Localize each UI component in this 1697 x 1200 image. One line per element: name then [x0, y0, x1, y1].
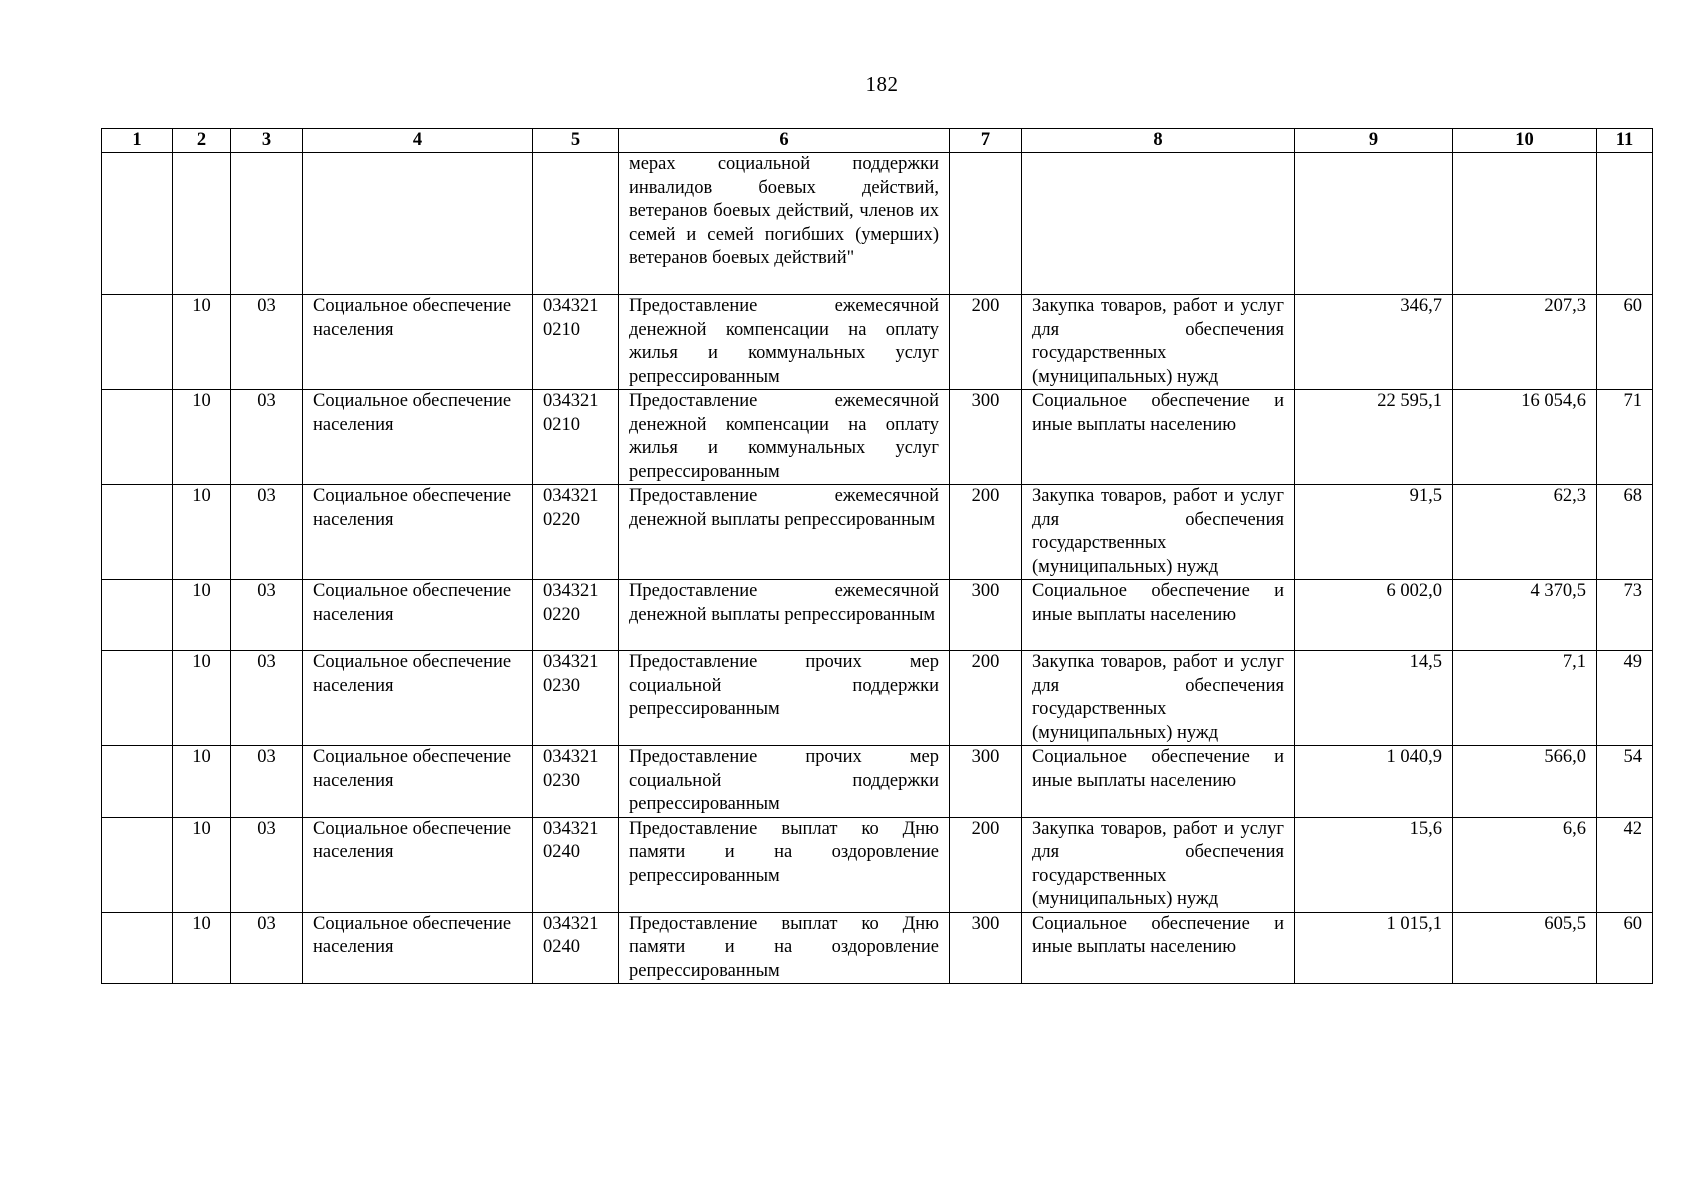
empty-cell — [1295, 153, 1453, 295]
target-name: Предоставление ежемесячной денежной выплаты репрессированным — [619, 580, 950, 651]
table-row — [102, 295, 1653, 390]
table-row — [102, 580, 1653, 651]
expense-type-code: 300 — [950, 746, 1022, 818]
plan-amount: 14,5 — [1295, 651, 1453, 746]
expense-type-code: 200 — [950, 485, 1022, 580]
column-header: 2 — [173, 129, 231, 153]
empty-cell — [950, 153, 1022, 295]
actual-amount: 16 054,6 — [1453, 390, 1597, 485]
column-header: 8 — [1022, 129, 1295, 153]
empty-cell — [173, 153, 231, 295]
cell-col1 — [102, 580, 173, 651]
subsection-code: 03 — [231, 580, 303, 651]
percent-value: 71 — [1597, 390, 1653, 485]
expense-type-name: Социальное обеспечение и иные выплаты населению — [1022, 912, 1295, 984]
expense-type-code: 300 — [950, 912, 1022, 984]
table-row — [102, 485, 1653, 580]
target-name: Предоставление ежемесячной денежной компенсации на оплату жилья и коммунальных услуг репрессированным — [619, 390, 950, 485]
target-code: 034321 0210 — [533, 390, 619, 485]
expense-type-code: 300 — [950, 580, 1022, 651]
cell-col1 — [102, 912, 173, 984]
target-code: 034321 0220 — [533, 485, 619, 580]
empty-cell — [231, 153, 303, 295]
table-row — [102, 651, 1653, 746]
column-header: 5 — [533, 129, 619, 153]
percent-value: 73 — [1597, 580, 1653, 651]
expense-type-name: Социальное обеспечение и иные выплаты населению — [1022, 580, 1295, 651]
plan-amount: 91,5 — [1295, 485, 1453, 580]
empty-cell — [1597, 153, 1653, 295]
table-row — [102, 817, 1653, 912]
expense-type-name: Закупка товаров, работ и услуг для обеспечения государственных (муниципальных) нужд — [1022, 485, 1295, 580]
target-code: 034321 0230 — [533, 746, 619, 818]
actual-amount: 207,3 — [1453, 295, 1597, 390]
subsection-code: 03 — [231, 390, 303, 485]
target-name: Предоставление выплат ко Дню памяти и на оздоровление репрессированным — [619, 912, 950, 984]
column-header: 4 — [303, 129, 533, 153]
expense-type-name: Социальное обеспечение и иные выплаты населению — [1022, 746, 1295, 818]
expense-type-code: 200 — [950, 817, 1022, 912]
column-header: 1 — [102, 129, 173, 153]
section-name: Социальное обеспечение населения — [303, 651, 533, 746]
subsection-code: 03 — [231, 817, 303, 912]
table-row — [102, 746, 1653, 818]
expense-type-code: 200 — [950, 295, 1022, 390]
cell-col1 — [102, 485, 173, 580]
cell-col1 — [102, 817, 173, 912]
target-name: Предоставление прочих мер социальной поддержки репрессированным — [619, 746, 950, 818]
plan-amount: 346,7 — [1295, 295, 1453, 390]
section-code: 10 — [173, 746, 231, 818]
target-code: 034321 0240 — [533, 817, 619, 912]
empty-cell — [533, 153, 619, 295]
percent-value: 42 — [1597, 817, 1653, 912]
percent-value: 60 — [1597, 295, 1653, 390]
plan-amount: 15,6 — [1295, 817, 1453, 912]
actual-amount: 4 370,5 — [1453, 580, 1597, 651]
expense-type-name: Закупка товаров, работ и услуг для обеспечения государственных (муниципальных) нужд — [1022, 295, 1295, 390]
plan-amount: 1 015,1 — [1295, 912, 1453, 984]
percent-value: 54 — [1597, 746, 1653, 818]
section-code: 10 — [173, 912, 231, 984]
plan-amount: 6 002,0 — [1295, 580, 1453, 651]
actual-amount: 566,0 — [1453, 746, 1597, 818]
section-name: Социальное обеспечение населения — [303, 295, 533, 390]
empty-cell — [303, 153, 533, 295]
expense-type-name: Социальное обеспечение и иные выплаты населению — [1022, 390, 1295, 485]
plan-amount: 1 040,9 — [1295, 746, 1453, 818]
target-code: 034321 0230 — [533, 651, 619, 746]
actual-amount: 7,1 — [1453, 651, 1597, 746]
actual-amount: 605,5 — [1453, 912, 1597, 984]
table-body — [102, 153, 1653, 984]
section-name: Социальное обеспечение населения — [303, 817, 533, 912]
table-row — [102, 912, 1653, 984]
section-code: 10 — [173, 580, 231, 651]
target-name: Предоставление выплат ко Дню памяти и на оздоровление репрессированным — [619, 817, 950, 912]
subsection-code: 03 — [231, 485, 303, 580]
percent-value: 68 — [1597, 485, 1653, 580]
expense-type-name: Закупка товаров, работ и услуг для обеспечения государственных (муниципальных) нужд — [1022, 817, 1295, 912]
header-row — [102, 129, 1653, 153]
section-name: Социальное обеспечение населения — [303, 912, 533, 984]
empty-cell — [102, 153, 173, 295]
continuation-text: мерах социальной поддержки инвалидов боевых действий, ветеранов боевых действий, членов их семей и семей погибших (умерших) ветеранов боевых действий" — [619, 153, 950, 295]
section-code: 10 — [173, 295, 231, 390]
cell-col1 — [102, 390, 173, 485]
section-code: 10 — [173, 485, 231, 580]
target-code: 034321 0240 — [533, 912, 619, 984]
section-name: Социальное обеспечение населения — [303, 746, 533, 818]
empty-cell — [1453, 153, 1597, 295]
empty-cell — [1022, 153, 1295, 295]
actual-amount: 6,6 — [1453, 817, 1597, 912]
continuation-row — [102, 153, 1653, 295]
page-number: 182 — [865, 72, 899, 96]
plan-amount: 22 595,1 — [1295, 390, 1453, 485]
column-header: 11 — [1597, 129, 1653, 153]
target-name: Предоставление ежемесячной денежной выплаты репрессированным — [619, 485, 950, 580]
cell-col1 — [102, 651, 173, 746]
target-name: Предоставление прочих мер социальной поддержки репрессированным — [619, 651, 950, 746]
section-code: 10 — [173, 817, 231, 912]
percent-value: 49 — [1597, 651, 1653, 746]
section-name: Социальное обеспечение населения — [303, 485, 533, 580]
cell-col1 — [102, 746, 173, 818]
target-code: 034321 0210 — [533, 295, 619, 390]
expense-type-name: Закупка товаров, работ и услуг для обеспечения государственных (муниципальных) нужд — [1022, 651, 1295, 746]
column-header: 6 — [619, 129, 950, 153]
subsection-code: 03 — [231, 912, 303, 984]
cell-col1 — [102, 295, 173, 390]
target-name: Предоставление ежемесячной денежной компенсации на оплату жилья и коммунальных услуг репрессированным — [619, 295, 950, 390]
expense-type-code: 200 — [950, 651, 1022, 746]
column-header: 7 — [950, 129, 1022, 153]
subsection-code: 03 — [231, 295, 303, 390]
section-name: Социальное обеспечение населения — [303, 580, 533, 651]
percent-value: 60 — [1597, 912, 1653, 984]
expense-type-code: 300 — [950, 390, 1022, 485]
actual-amount: 62,3 — [1453, 485, 1597, 580]
subsection-code: 03 — [231, 651, 303, 746]
column-header: 10 — [1453, 129, 1597, 153]
column-header: 9 — [1295, 129, 1453, 153]
table-row — [102, 390, 1653, 485]
column-header: 3 — [231, 129, 303, 153]
section-name: Социальное обеспечение населения — [303, 390, 533, 485]
subsection-code: 03 — [231, 746, 303, 818]
section-code: 10 — [173, 651, 231, 746]
section-code: 10 — [173, 390, 231, 485]
budget-table — [101, 128, 1653, 984]
target-code: 034321 0220 — [533, 580, 619, 651]
